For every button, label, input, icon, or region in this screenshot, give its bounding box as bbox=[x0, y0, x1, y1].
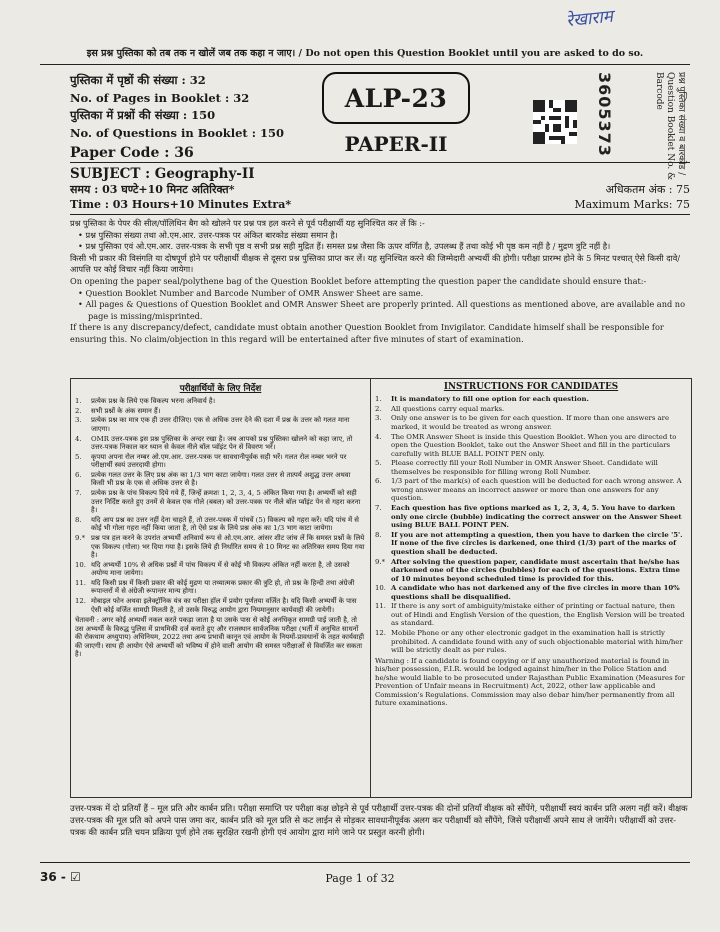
list-item-text: Mobile Phone or any other electronic gadget in the examination hall is strictly prohibited. A candidate found with any of such objectionable material with him/her will be strictly dealt as per rules. bbox=[391, 629, 683, 655]
list-item bbox=[75, 579, 366, 596]
list-item bbox=[75, 453, 366, 470]
list-item-number: 2. bbox=[375, 404, 382, 413]
list-item-text: Please correctly fill your Roll Number in OMR Answer Sheet. Candidate will themselves be responsible for filling wrong Roll Number. bbox=[391, 459, 658, 476]
time-hindi-row bbox=[70, 182, 690, 197]
list-item-number: 4. bbox=[375, 432, 382, 441]
paper-title: PAPER-II bbox=[344, 132, 448, 156]
list-item-text: If you are not attempting a question, then you have to darken the circle '5'. If none of the five circles is darkened, one third (1/3) part of the marks of question shall be deducted. bbox=[391, 530, 683, 556]
list-item-text: If there is any sort of ambiguity/mistake either of printing or factual nature, then out of Hindi and English Version of the question, the English Version will be treated as standard. bbox=[391, 602, 685, 628]
list-item-number: 12. bbox=[75, 597, 86, 606]
list-item bbox=[375, 405, 687, 414]
list-item bbox=[375, 395, 687, 404]
english-warning: Warning : If a candidate is found copying or if any unauthorized material is found in his/her possession, F.I.R. would be lodged against him/her in the Police Station and he/she would liable to be prosecuted under Rajasthan Public Examination (Measures for Prevention of Unfair means in Recruitment) Act, 2022, other law applicable and Commission's Regulations. Commission may also debar him/her permanently from all future examinations. bbox=[375, 656, 685, 708]
barcode-qr-icon bbox=[533, 100, 577, 144]
top-warning: इस प्रश्न पुस्तिका को तब तक न खोलें जब तक कहा न जाए। / Do not open this Question Booklet until you are asked to do so. bbox=[40, 46, 690, 65]
list-item bbox=[375, 504, 687, 530]
paper-code: Paper Code : 36 bbox=[70, 145, 194, 161]
list-item-number: 12. bbox=[375, 629, 386, 638]
list-item-text: कृपया अपना रोल नम्बर ओ.एम.आर. उत्तर-पत्रक पर सावधानीपूर्वक सही भरें। गलत रोल नम्बर भरने पर परीक्षार्थी स्वयं उत्तरदायी होगा। bbox=[91, 452, 347, 470]
handwritten-note: रेखाराम bbox=[565, 6, 614, 32]
list-item bbox=[75, 435, 366, 452]
hindi-instructions-title: परीक्षार्थियों के लिए निर्देश bbox=[179, 384, 262, 394]
carbon-copy-note: उत्तर-पत्रक में दो प्रतियाँ हैं – मूल प्रति और कार्बन प्रति। परीक्षा समाप्ति पर परीक्षा कक्ष छोड़ने से पूर्व परीक्षार्थी उत्तर-पत्रक की दोनों प्रतियाँ वीक्षक को सौंपेंगे, परीक्षार्थी स्वयं कार्बन प्रति अलग नहीं करें। वीक्षक उत्तर-पत्रक की मूल प्रति को अपने पास जमा कर, कार्बन प्रति को मूल प्रति से कट लाईन से मोड़कर सावधानीपूर्वक अलग कर परीक्षार्थी को सौंपेंगे, जिसे परीक्षार्थी अपने साथ ले जायेंगे। परीक्षार्थी को उत्तर-पत्रक की कार्बन प्रति चयन प्रक्रिया पूर्ण होने तक सुरक्षित रखनी होगी एवं आयोग द्वारा मांगे जाने पर प्रस्तुत करनी होगी। bbox=[70, 803, 688, 837]
list-item-number: 3. bbox=[75, 416, 82, 425]
list-item-number: 10. bbox=[375, 584, 386, 593]
list-item-number: 6. bbox=[375, 477, 382, 486]
list-item bbox=[75, 471, 366, 488]
list-item-text: All questions carry equal marks. bbox=[391, 404, 505, 413]
list-item-number: 1. bbox=[75, 397, 82, 405]
questions-english: No. of Questions in Booklet : 150 bbox=[70, 125, 284, 140]
subject: SUBJECT : Geography-II bbox=[70, 166, 255, 182]
list-item-number: 7. bbox=[75, 489, 82, 498]
list-item bbox=[75, 534, 366, 560]
max-marks-hindi: अधिकतम अंक : 75 bbox=[605, 183, 690, 196]
list-item bbox=[375, 584, 687, 601]
booklet-meta bbox=[70, 72, 320, 163]
english-instructions bbox=[371, 379, 691, 797]
time-english-row bbox=[70, 197, 690, 215]
list-item bbox=[375, 531, 687, 557]
list-item-text: प्रत्येक प्रश्न के लिये एक विकल्प भरना अनिवार्य है। bbox=[91, 397, 216, 405]
list-item-text: प्रश्न पत्र हल करने के उपरांत अभ्यर्थी अनिवार्य रूप से ओ.एम.आर. आंसर शीट जांच लें कि समस्त प्रश्नों के लिये एक विकल्प (गोला) भर दिया गया है। इसके लिये ही निर्धारित समय से 10 मिनट का अतिरिक्त समय दिया गया है। bbox=[91, 534, 365, 559]
questions-hindi: पुस्तिका में प्रश्नों की संख्या : 150 bbox=[70, 108, 216, 122]
english-instructions-title: INSTRUCTIONS FOR CANDIDATES bbox=[443, 382, 619, 392]
hindi-warning: चेतावनी : अगर कोई अभ्यर्थी नकल करते पकड़ा जाता है या उसके पास से कोई अनधिकृत सामग्री पाई जाती है, तो उस अभ्यर्थी के विरुद्ध पुलिस में प्राथमिकी दर्ज कराते हुए और राजस्थान सार्वजनिक परीक्षा (भर्ती में अनुचित साधनों की रोकथाम अध्युपाय) अधिनियम, 2022 तथा अन्य प्रभावी कानून एवं आयोग के नियमों-प्रावधानों के तहत कार्यवाही की जाएगी। साथ ही आयोग ऐसे अभ्यर्थी को भविष्य में होने वाली आयोग की समस्त परीक्षाओं से विवर्जित कर सकता है। bbox=[75, 616, 364, 659]
list-item-number: 8. bbox=[375, 530, 382, 539]
list-item-text: The OMR Answer Sheet is inside this Question Booklet. When you are directed to open the Question Booklet, take out the Answer Sheet and fill in the particulars carefully with BLUE BALL POINT PEN only. bbox=[391, 432, 677, 458]
list-item-text: यदि किसी प्रश्न में किसी प्रकार की कोई मुद्रण या तथ्यात्मक प्रकार की त्रुटि हो, तो प्रश्न के हिन्दी तथा अंग्रेजी रूपान्तरों में से अंग्रेजी रूपान्तर मान्य होगा। bbox=[91, 578, 355, 596]
pages-english: No. of Pages in Booklet : 32 bbox=[70, 90, 250, 105]
list-item-number: 9.* bbox=[75, 534, 86, 542]
list-item-number: 9.* bbox=[375, 557, 386, 566]
opening-instructions bbox=[70, 218, 690, 346]
list-item bbox=[375, 459, 687, 476]
english-intro: On opening the paper seal/polythene bag of the Question Booklet before attempting the question paper the candidate should ensure that:- bbox=[70, 275, 647, 286]
hindi-bullet-1: • प्रश्न पुस्तिका संख्या तथा ओ.एम.आर. उत्तर-पत्रक पर अंकित बारकोड संख्या समान है। bbox=[78, 229, 338, 240]
list-item-number: 8. bbox=[75, 515, 82, 524]
list-item bbox=[75, 561, 366, 578]
footer-divider bbox=[40, 862, 690, 863]
list-item-text: सभी प्रश्नों के अंक समान हैं। bbox=[91, 406, 161, 415]
list-item-number: 11. bbox=[375, 602, 386, 611]
list-item bbox=[375, 629, 687, 655]
list-item-text: Each question has five options marked as 1, 2, 3, 4, 5. You have to darken only one circle (bubble) indicating the correct answer on the Answer Sheet using BLUE BALL POINT PEN. bbox=[391, 504, 682, 530]
list-item bbox=[75, 397, 366, 406]
max-marks-english: Maximum Marks: 75 bbox=[574, 198, 690, 211]
list-item-text: यदि अभ्यर्थी 10% से अधिक प्रश्नों में पांच विकल्प में से कोई भी विकल्प अंकित नहीं करता है, तो उसको अयोग्य माना जायेगा। bbox=[91, 560, 350, 578]
list-item-text: OMR उत्तर-पत्रक इस प्रश्न पुस्तिका के अन्दर रखा है। जब आपको प्रश्न पुस्तिका खोलने को कहा जाए, तो उत्तर-पत्रक निकाल कर ध्यान से केवल नीले बॉल प्वॉइंट पेन से विवरण भरें। bbox=[91, 434, 353, 452]
exam-code-box: ALP-23 bbox=[322, 72, 470, 124]
list-item bbox=[375, 414, 687, 431]
page-number: Page 1 of 32 bbox=[325, 872, 395, 885]
english-bullet-1: • Question Booklet Number and Barcode Number of OMR Answer Sheet are same. bbox=[78, 287, 424, 298]
list-item-number: 2. bbox=[75, 406, 82, 415]
list-item-text: A candidate who has not darkened any of the five circles in more than 10% questions shall be disqualified. bbox=[391, 584, 680, 601]
list-item-number: 11. bbox=[75, 578, 86, 587]
time-hindi: समय : 03 घण्टे+10 मिनट अतिरिक्त* bbox=[70, 183, 235, 196]
list-item-text: 1/3 part of the mark(s) of each question will be deducted for each wrong answer. A wrong answer means an incorrect answer or more than one answers for any question. bbox=[391, 477, 682, 503]
list-item-number: 6. bbox=[75, 470, 82, 479]
booklet-number: 3605373 bbox=[595, 72, 614, 157]
list-item bbox=[75, 416, 366, 433]
list-item bbox=[375, 602, 687, 628]
list-item-text: प्रत्येक प्रश्न का मात्र एक ही उत्तर दीजिए। एक से अधिक उत्तर देने की दशा में प्रश्न के उत्तर को गलत माना जाएगा। bbox=[91, 416, 350, 433]
list-item-number: 1. bbox=[375, 395, 382, 403]
list-item-text: प्रत्येक गलत उत्तर के लिए प्रश्न अंक का 1/3 भाग काटा जायेगा। गलत उत्तर से तात्पर्य अशुद्ध उत्तर अथवा किसी भी प्रश्न के एक से अधिक उत्तर से है। bbox=[91, 470, 351, 488]
english-bullet-2: • All pages & Questions of Question Booklet and OMR Answer Sheet are properly printed. All questions as mentioned above, are available and no page is missing/misprinted. bbox=[78, 299, 686, 321]
list-item bbox=[375, 433, 687, 459]
list-item-text: मोबाइल फोन अथवा इलेक्ट्रॉनिक यंत्र का परीक्षा हॉल में प्रयोग पूर्णतया वर्जित है। यदि किसी अभ्यर्थी के पास ऐसी कोई वर्जित सामग्री मिलती है, तो उसके विरुद्ध आयोग द्वारा नियमानुसार कार्यवाही की जायेगी। bbox=[91, 597, 357, 614]
list-item-number: 5. bbox=[75, 452, 82, 461]
english-note: If there is any discrepancy/defect, candidate must obtain another Question Booklet from Invigilator. Candidate himself shall be responsible for ensuring this. No claim/objection in this regard will be entertained after five minutes of start of examination. bbox=[70, 322, 664, 344]
instruction-columns bbox=[70, 378, 692, 798]
list-item-text: It is mandatory to fill one option for each question. bbox=[391, 395, 589, 403]
hindi-instructions bbox=[71, 379, 371, 797]
list-item-number: 3. bbox=[375, 414, 382, 423]
list-item-text: After solving the question paper, candidate must ascertain that he/she has darkened one of the circles (bubbles) for each of the questions. Extra time of 10 minutes beyond scheduled time is provided for this. bbox=[391, 557, 680, 583]
time-english: Time : 03 Hours+10 Minutes Extra* bbox=[70, 198, 292, 211]
list-item-text: Only one answer is to be given for each question. If more than one answers are marked, it would be treated as wrong answer. bbox=[391, 414, 670, 431]
hindi-note: किसी भी प्रकार की विसंगति या दोषपूर्ण होने पर परीक्षार्थी वीक्षक से दूसरा प्रश्न पुस्तिका प्राप्त कर लें। यह सुनिश्चित करने की जिम्मेदारी अभ्यर्थी की होगी। परीक्षा प्रारम्भ होने के 5 मिनट पश्चात् ऐसे किसी दावे/आपत्ति पर कोई विचार नहीं किया जायेगा। bbox=[70, 252, 680, 275]
list-item bbox=[75, 597, 366, 614]
list-item bbox=[375, 558, 687, 584]
pages-hindi: पुस्तिका में पृष्ठों की संख्या : 32 bbox=[70, 73, 206, 87]
list-item-text: प्रत्येक प्रश्न के पांच विकल्प दिये गये हैं, जिन्हें क्रमशः 1, 2, 3, 4, 5 अंकित किया गया है। अभ्यर्थी को सही उत्तर निर्दिष्ट करते हुए उनमें से केवल एक गोले (बबल) को उत्तर-पत्रक पर नीले बॉल प्वॉइंट पेन से गहरा करना है। bbox=[91, 489, 361, 515]
list-item bbox=[75, 516, 366, 533]
hindi-bullet-2: • प्रश्न पुस्तिका एवं ओ.एम.आर. उत्तर-पत्रक के सभी पृष्ठ व सभी प्रश्न सही मुद्रित हैं। समस्त प्रश्न जैसा कि ऊपर वर्णित है, उपलब्ध हैं तथा कोई भी पृष्ठ कम नहीं है / मुद्रण त्रुटि नहीं है। bbox=[78, 241, 611, 252]
english-instruction-list bbox=[375, 395, 687, 655]
list-item-number: 7. bbox=[375, 504, 382, 513]
list-item-number: 4. bbox=[75, 434, 82, 443]
list-item-number: 10. bbox=[75, 560, 86, 569]
list-item-number: 5. bbox=[375, 459, 382, 468]
list-item bbox=[75, 489, 366, 515]
hindi-instruction-list bbox=[75, 397, 366, 614]
page-code: 36 - ☑ bbox=[40, 870, 81, 884]
hindi-intro: प्रश्न पुस्तिका के पेपर की सील/पॉलिथिन बैग को खोलने पर प्रश्न पत्र हल करने से पूर्व परीक्षार्थी यह सुनिश्चित कर लें कि :- bbox=[70, 218, 425, 228]
list-item-text: यदि आप प्रश्न का उत्तर नहीं देना चाहते हैं, तो उत्तर-पत्रक में पांचवें (5) विकल्प को गहरा करें। यदि पांच में से कोई भी गोला गहरा नहीं किया जाता है, तो ऐसे प्रश्न के लिये प्रश्न अंक का 1/3 भाग काटा जायेगा। bbox=[91, 515, 359, 533]
list-item bbox=[75, 407, 366, 416]
subject-block bbox=[70, 162, 690, 215]
list-item bbox=[375, 477, 687, 503]
booklet-number-label: प्रश्न पुस्तिका संख्या व बारकोड / Question Booklet No. & Barcode bbox=[654, 72, 686, 181]
